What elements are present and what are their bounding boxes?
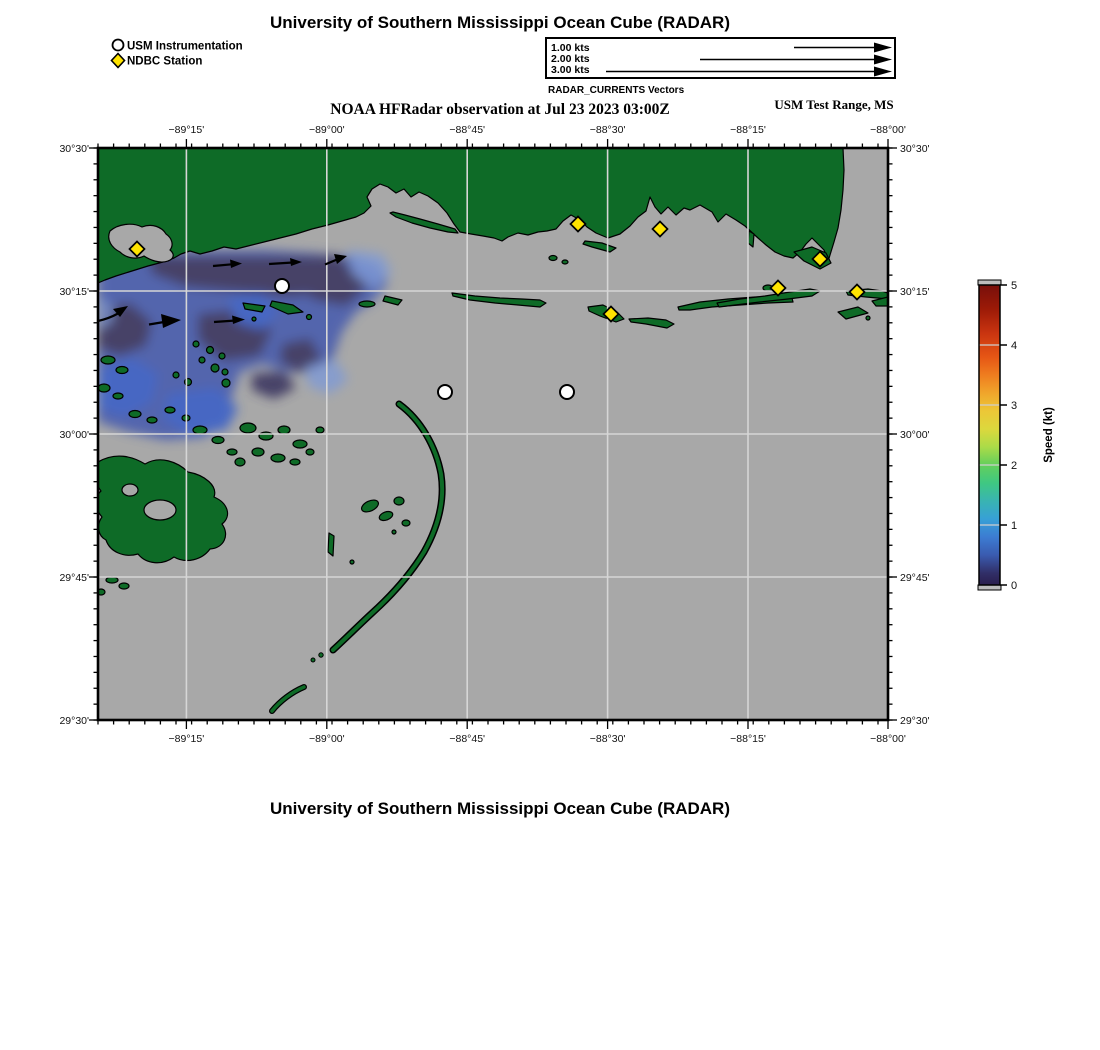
usm-circle-icon — [113, 40, 124, 51]
colorbar — [978, 280, 1055, 592]
usm-station — [275, 279, 289, 293]
colorbar-tick-labels — [1011, 280, 1017, 592]
lon-tick-label: −88°15' — [730, 733, 766, 745]
marsh-lagoon — [144, 500, 176, 520]
usm-station — [560, 385, 574, 399]
svg-text:1: 1 — [1011, 520, 1018, 532]
lat-axis-right — [900, 143, 930, 727]
lon-tick-label: −89°00' — [308, 733, 345, 745]
marker-legend — [112, 40, 243, 68]
ndbc-diamond-icon — [112, 54, 125, 68]
lat-tick-label: 29°30' — [59, 715, 89, 727]
vector-scale-key — [546, 38, 895, 96]
colorbar-ticks — [1000, 285, 1007, 585]
lon-tick-label: −88°45' — [449, 733, 486, 745]
lon-tick-label: −88°00' — [870, 733, 906, 745]
lat-tick-label: 30°15' — [59, 286, 89, 298]
lat-tick-label: 30°15' — [900, 286, 930, 298]
usm-station — [438, 385, 452, 399]
lon-tick-label: −89°00' — [308, 124, 345, 136]
lat-tick-label: 29°30' — [900, 715, 930, 727]
lat-tick-label: 30°30' — [900, 143, 930, 155]
map-area — [95, 148, 888, 720]
colorbar-gradient — [979, 285, 1000, 585]
lon-tick-label: −88°45' — [449, 124, 486, 136]
marsh-lagoon — [122, 484, 138, 496]
vector-key-2kt-label: 2.00 kts — [551, 53, 590, 65]
vector-key-arrowheads — [874, 43, 892, 77]
lon-tick-label: −88°30' — [589, 733, 626, 745]
bottom-title: University of Southern Mississippi Ocean Cube (RADAR) — [269, 799, 731, 818]
colorbar-axis-label: Speed (kt) — [1043, 407, 1055, 463]
vector-key-3kt-label: 3.00 kts — [551, 64, 590, 76]
vector-key-1kt-label: 1.00 kts — [551, 42, 590, 54]
page-title: University of Southern Mississippi Ocean Cube (RADAR) — [269, 13, 731, 32]
lat-tick-label: 30°00' — [900, 429, 930, 441]
lon-axis-bottom — [169, 733, 906, 745]
usm-legend-label: USM Instrumentation — [127, 40, 243, 53]
lat-tick-label: 29°45' — [900, 572, 930, 584]
lon-tick-label: −88°30' — [589, 124, 626, 136]
ndbc-legend-label: NDBC Station — [127, 55, 203, 68]
svg-text:4: 4 — [1011, 340, 1018, 352]
lon-axis-top — [169, 124, 906, 136]
vector-key-caption: RADAR_CURRENTS Vectors — [548, 85, 685, 96]
svg-text:3: 3 — [1011, 400, 1018, 412]
svg-text:5: 5 — [1011, 280, 1018, 292]
lat-tick-label: 29°45' — [59, 572, 89, 584]
svg-text:0: 0 — [1011, 580, 1018, 592]
svg-text:2: 2 — [1011, 460, 1018, 472]
lat-axis-left — [59, 143, 89, 727]
range-label: USM Test Range, MS — [774, 97, 894, 112]
lon-tick-label: −89°15' — [168, 124, 205, 136]
lon-tick-label: −89°15' — [168, 733, 205, 745]
lat-tick-label: 30°30' — [59, 143, 89, 155]
lon-tick-label: −88°15' — [730, 124, 766, 136]
lon-tick-label: −88°00' — [870, 124, 906, 136]
lat-tick-label: 30°00' — [59, 429, 89, 441]
observation-subtitle: NOAA HFRadar observation at Jul 23 2023 03:00Z — [330, 101, 670, 118]
